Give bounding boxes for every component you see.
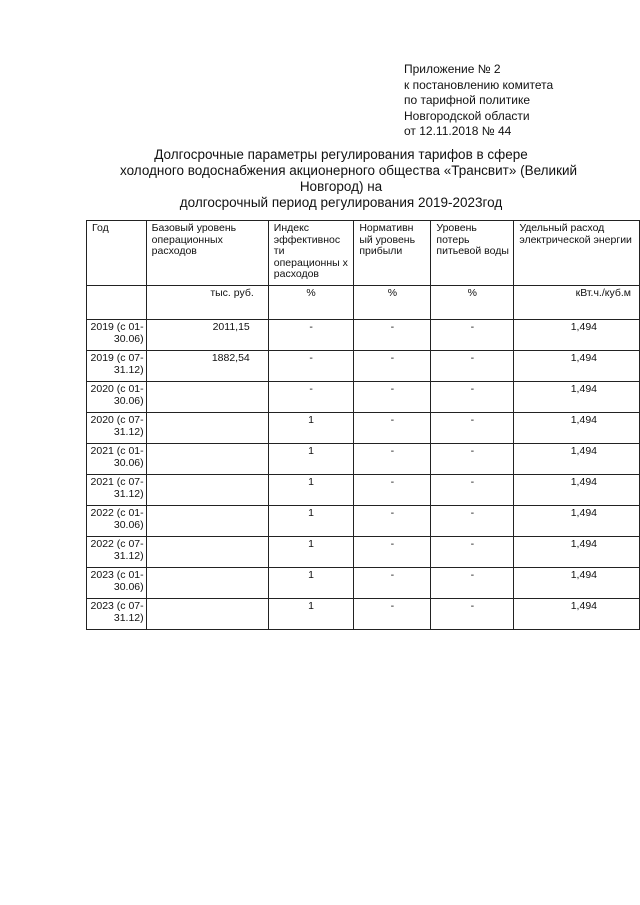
cell-base-costs [146,475,268,506]
cell-year: 2023 (с 01-30.06) [87,568,147,599]
cell-efficiency-index: 1 [268,475,354,506]
cell-profit-level: - [354,413,431,444]
title-line: холодного водоснабжения акционерного общества «Трансвит» (Великий [120,163,578,178]
cell-efficiency-index: 1 [268,599,354,630]
cell-year: 2021 (с 01-30.06) [87,444,147,475]
cell-profit-level: - [354,382,431,413]
appendix-line: Приложение № 2 [404,62,501,76]
table-row [87,599,640,630]
table-units-row [87,286,640,320]
cell-efficiency-index: 1 [268,537,354,568]
cell-profit-level: - [354,506,431,537]
cell-profit-level: - [354,568,431,599]
header-profit-level: Нормативн ый уровень прибыли [354,221,431,286]
cell-base-costs [146,444,268,475]
cell-base-costs: 2011,15 [146,320,268,351]
cell-profit-level: - [354,444,431,475]
cell-water-losses: - [431,506,514,537]
cell-water-losses: - [431,320,514,351]
cell-base-costs [146,413,268,444]
cell-water-losses: - [431,475,514,506]
cell-profit-level: - [354,351,431,382]
cell-profit-level: - [354,475,431,506]
appendix-line: по тарифной политике [404,93,530,107]
cell-energy-consumption: 1,494 [514,351,640,382]
unit-profit-level: % [354,286,431,320]
title-line: Долгосрочные параметры регулирования тарифов в сфере [154,147,528,162]
unit-efficiency-index: % [268,286,354,320]
cell-year: 2020 (с 07-31.12) [87,413,147,444]
cell-year: 2019 (с 07-31.12) [87,351,147,382]
header-year: Год [87,221,147,286]
cell-water-losses: - [431,444,514,475]
appendix-block [404,62,604,140]
cell-energy-consumption: 1,494 [514,413,640,444]
table-row [87,351,640,382]
cell-energy-consumption: 1,494 [514,599,640,630]
unit-year [87,286,147,320]
unit-water-losses: % [431,286,514,320]
cell-energy-consumption: 1,494 [514,444,640,475]
cell-water-losses: - [431,568,514,599]
header-energy-consumption: Удельный расход электрической энергии [514,221,640,286]
title-line: долгосрочный период регулирования 2019-2023год [179,195,503,210]
cell-base-costs [146,599,268,630]
cell-profit-level: - [354,537,431,568]
header-efficiency-index: Индекс эффективнос ти операционны х расходов [268,221,354,286]
unit-base-costs: тыс. руб. [146,286,268,320]
cell-water-losses: - [431,382,514,413]
parameters-table [86,220,640,630]
cell-efficiency-index: 1 [268,444,354,475]
cell-energy-consumption: 1,494 [514,537,640,568]
cell-energy-consumption: 1,494 [514,506,640,537]
cell-base-costs [146,506,268,537]
cell-efficiency-index: 1 [268,506,354,537]
cell-water-losses: - [431,351,514,382]
appendix-line: Новгородской области [404,108,530,123]
appendix-line: от 12.11.2018 № 44 [404,124,512,138]
title-line: Новгород) на [299,179,383,194]
table-row [87,382,640,413]
cell-energy-consumption: 1,494 [514,320,640,351]
table-row [87,444,640,475]
cell-efficiency-index: - [268,320,354,351]
unit-energy-consumption: кВт.ч./куб.м [514,286,640,320]
table-row [87,475,640,506]
cell-efficiency-index: 1 [268,568,354,599]
cell-efficiency-index: 1 [268,413,354,444]
cell-efficiency-index: - [268,351,354,382]
cell-year: 2019 (с 01-30.06) [87,320,147,351]
table-row [87,320,640,351]
cell-base-costs [146,537,268,568]
cell-base-costs [146,382,268,413]
cell-efficiency-index: - [268,382,354,413]
cell-year: 2022 (с 07-31.12) [87,537,147,568]
header-base-costs: Базовый уровень операционных расходов [146,221,268,286]
table-header-row [87,221,640,286]
cell-base-costs: 1882,54 [146,351,268,382]
document-title [120,147,578,211]
cell-profit-level: - [354,320,431,351]
table-row [87,413,640,444]
cell-base-costs [146,568,268,599]
cell-year: 2023 (с 07-31.12) [87,599,147,630]
header-water-losses: Уровень потерь питьевой воды [431,221,514,286]
cell-year: 2020 (с 01-30.06) [87,382,147,413]
cell-profit-level: - [354,599,431,630]
appendix-line: к постановлению комитета [404,77,554,92]
cell-energy-consumption: 1,494 [514,568,640,599]
table-row [87,537,640,568]
cell-energy-consumption: 1,494 [514,475,640,506]
cell-energy-consumption: 1,494 [514,382,640,413]
table-row [87,568,640,599]
cell-water-losses: - [431,599,514,630]
cell-year: 2021 (с 07-31.12) [87,475,147,506]
cell-water-losses: - [431,413,514,444]
cell-water-losses: - [431,537,514,568]
cell-year: 2022 (с 01-30.06) [87,506,147,537]
table-row [87,506,640,537]
